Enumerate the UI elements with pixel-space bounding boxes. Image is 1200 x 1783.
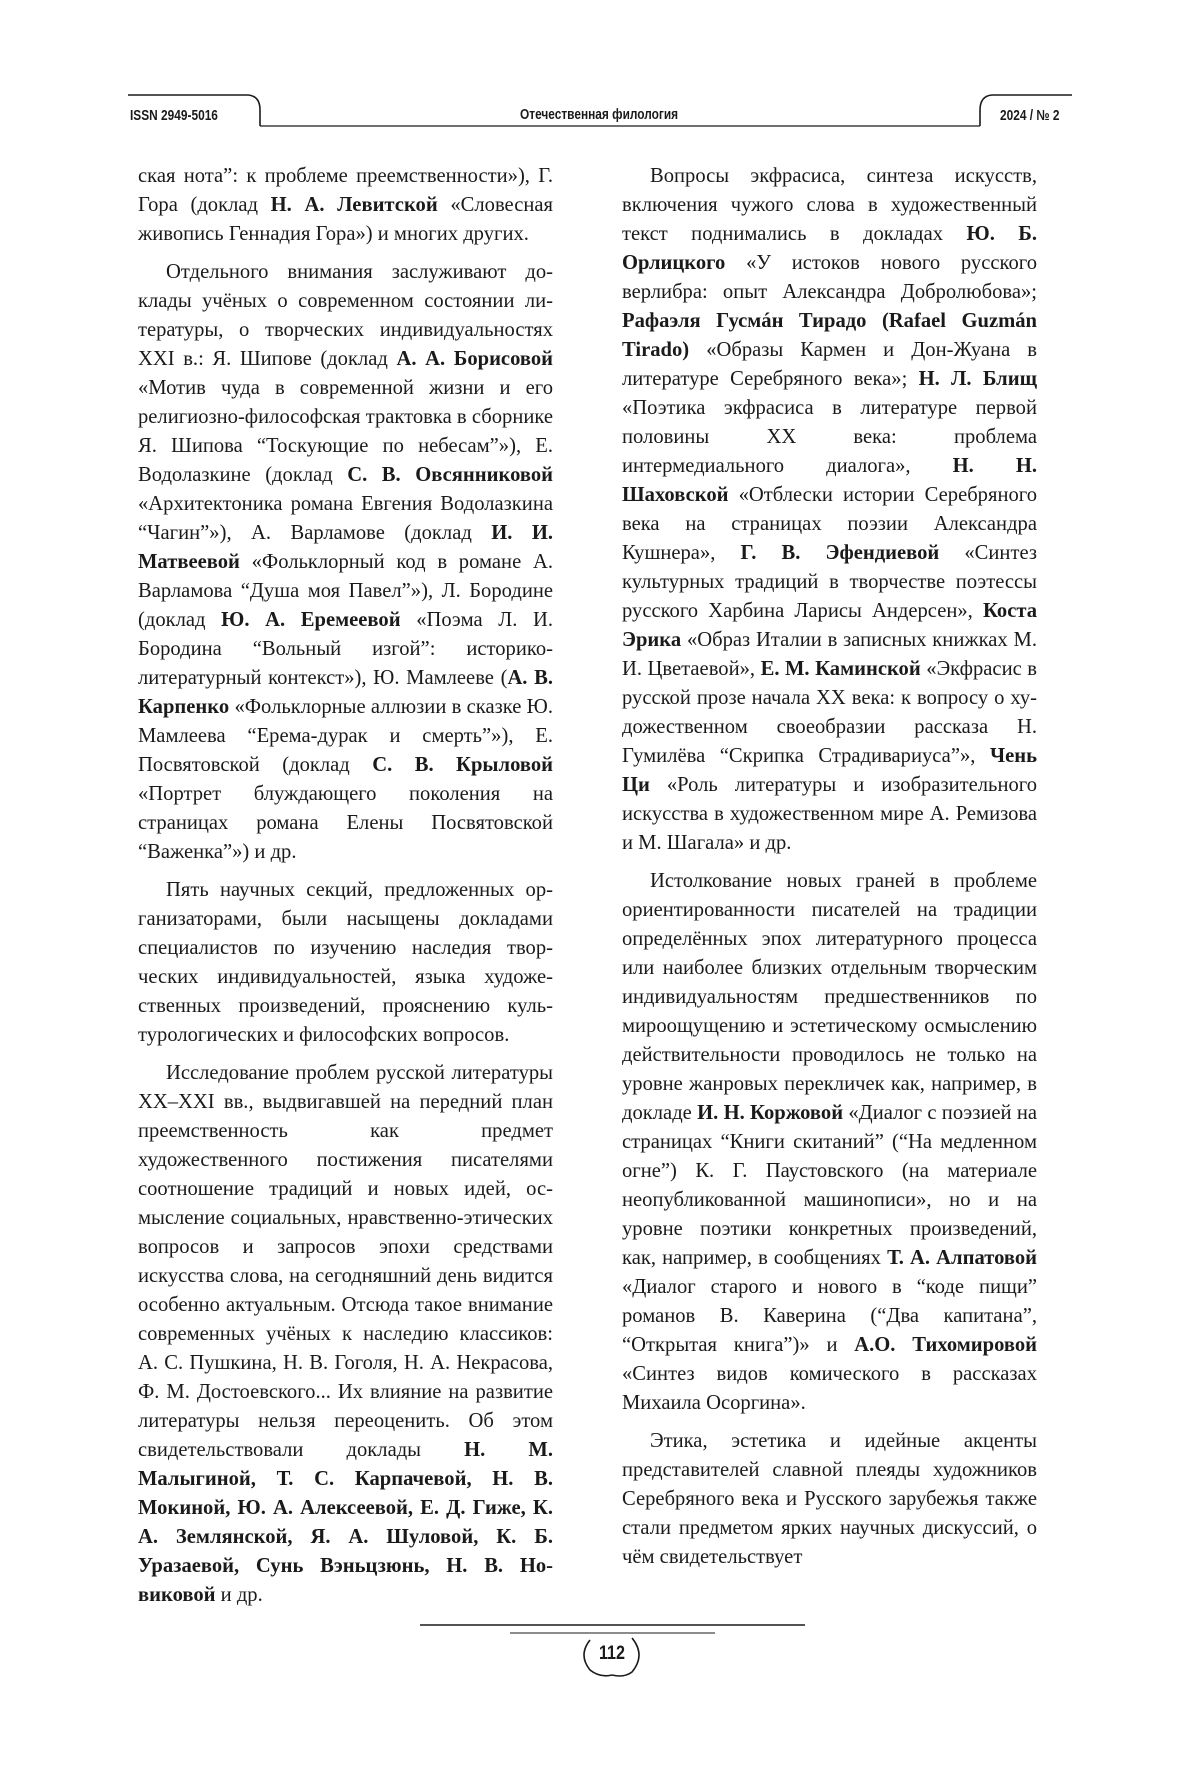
text-run: «Портрет блуждающего поколения на страницах романа Елены Посвятовской “Важенка”») и др.: [138, 783, 553, 863]
text-run: «Образ Италии в записных книжках М. И. Цветаевой»,: [622, 629, 1037, 680]
paragraph: [138, 162, 553, 249]
page-header: [0, 0, 1200, 140]
text-run: Истолкование новых граней в проблеме ориентированности писателей на традиции определённых эпох литературного процесса или наиболее близких отдельным творческим индивидуальностям предшественников по мироощущению и эстетическому осмыслению действительности проводилось не только на уровне жанровых перекличек как, например, в докладе: [622, 870, 1037, 1124]
author-name: С. В. Овсянниковой: [347, 464, 554, 486]
text-run: ская нота”: к проблеме преемственности»), Г. Гора (доклад: [138, 165, 553, 216]
journal-title: Отечественная филология: [520, 107, 679, 123]
text-run: Пять научных секций, предложенных организаторами, были насыщены докладами специалистов по изучению наследия творческих индивидуальностей, языка художественных произведений, прояснению культурологических и философских вопросов.: [138, 879, 553, 1046]
text-run: «Словесная живопись Геннадия Гора») и многих других.: [138, 194, 553, 245]
paragraph: [138, 258, 553, 867]
author-name: Чень Ци: [622, 745, 1037, 796]
paragraph: [622, 867, 1037, 1418]
text-run: «Диалог с поэзией на страницах “Книги скитаний” (“На медленном огне”) К. Г. Паустовского (на материале неопубликованной машинописи», но и на уровне поэтики конкретных произведений, как, например, в сообщениях: [622, 1102, 1037, 1269]
author-name: Е. М. Каминской: [760, 658, 921, 680]
text-run: «Отблески истории Серебряного века на страницах поэзии Александра Кушнера»,: [622, 484, 1037, 564]
paragraph: [622, 162, 1037, 858]
right-column: [622, 162, 1037, 1572]
text-run: «Архитектоника романа Евгения Водолазкина “Чагин”»), А. Варламове (доклад: [138, 493, 553, 544]
author-name: Н. М. Малыгиной, Т. С. Карпачевой, Н. В. Мокиной, Ю. А. Алексеевой, Е. Д. Гиже, К. А. Землянской, Я. А. Шуловой, К. Б. Уразаевой, Сунь Вэньцзюнь, Н. В. Новиковой: [138, 1439, 554, 1606]
author-name: Н. А. Левитской: [270, 194, 438, 216]
text-run: Вопросы экфрасиса, синтеза искусств, включения чужого слова в художественный текст поднимались в доклaдах: [622, 165, 1037, 245]
author-name: А.О. Тихомировой: [854, 1334, 1037, 1356]
issue-label: 2024 / № 2: [1000, 108, 1060, 124]
paragraph: [138, 876, 553, 1050]
author-name: Г. В. Эфендиевой: [740, 542, 940, 564]
left-column: [138, 162, 553, 1610]
author-name: И. Н. Коржовой: [697, 1102, 844, 1124]
text-run: «Поэтика экфрасиса в литературе первой половины XX века: проблема интермедиального диалога»,: [622, 397, 1037, 477]
author-name: Н. Л. Блищ: [918, 368, 1037, 390]
text-run: Этика, эстетика и идейные акценты представителей славной плеяды художников Серебряного века и Русского зарубежья также стали предметом ярких научных дискуссий, о чём свидетельствует: [622, 1430, 1037, 1568]
text-run: «Поэма Л. И. Бородина “Вольный изгой”: историко-литературный контекст»), Ю. Мамлееве (: [138, 609, 554, 689]
author-name: Рафаэля Гусмáн Тирадо (Rafael Guzmán Tirado): [622, 310, 1037, 361]
text-run: «Фольклорный код в романе А. Варламова “Душа моя Павел”»), Л. Бородине (доклад: [138, 551, 553, 631]
author-name: С. В. Крыловой: [372, 754, 553, 776]
author-name: Н. Н. Шаховской: [622, 455, 1037, 506]
text-run: «У истоков нового русского верлибра: опыт Александра Добролюбова»;: [622, 252, 1037, 303]
text-run: «Диалог старого и нового в “коде пищи” романов В. Каверина (“Два капитана”, “Открытая книга”)» и: [622, 1276, 1037, 1356]
text-run: «Фольклорные аллюзии в сказке Ю. Мамлеева “Ерема-дурак и смерть”»), Е. Посвятовской (доклад: [138, 696, 553, 776]
text-run: Исследование проблем русской литературы XX–XXI вв., выдвигавшей на передний план преемственность как предмет художественного постижения писателями соотношение традиций и новых идей, осмысление социальных, нравственно-этических вопросов и запросов эпохи средствами искусства слова, на сегодняшний день видится особенно актуальным. Отсюда такое внимание современных учёных к наследию классиков: А. С. Пушкина, Н. В. Гоголя, Н. А. Некрасова, Ф. М. Достоевского... Их влияние на развитие литературы нельзя переоценить. Об этом свидетельствовали доклады: [138, 1062, 553, 1461]
page-footer: [0, 1620, 1200, 1700]
text-run: «Экфрасис в русской прозе начала XX века: к вопросу о художественном своеобразии рассказа Н. Гумилёва “Скрипка Страдивариуса”»,: [622, 658, 1037, 767]
author-name: А. В. Карпенко: [138, 667, 553, 718]
text-run: «Синтез видов комического в рассказах Михаила Осоргина».: [622, 1363, 1037, 1414]
page-number: 112: [598, 1643, 626, 1664]
text-run: «Роль литературы и изобразительного искусства в художественном мире А. Ремизова и М. Шагала» и др.: [622, 774, 1037, 854]
author-name: И. И. Матвеевой: [138, 522, 554, 573]
paragraph: [622, 1427, 1037, 1572]
paragraph: [138, 1059, 553, 1610]
author-name: Т. А. Алпатовой: [887, 1247, 1037, 1269]
issn-label: ISSN 2949-5016: [130, 108, 218, 124]
author-name: Ю. А. Еремеевой: [221, 609, 401, 631]
author-name: А. А. Борисовой: [396, 348, 554, 370]
text-run: «Синтез культурных традиций в творчестве поэтессы русского Харбина Ларисы Андерсен»,: [622, 542, 1037, 622]
text-run: «Мотив чуда в современной жизни и его религиозно-философская трактовка в сборнике Я. Шипова “Тоскующие по небесам”»), Е. Водолазкине (доклад: [138, 377, 553, 486]
text-run: и др.: [215, 1584, 263, 1606]
text-run: Отдельного внимания заслуживают доклады учёных о современном состоянии литературы, о творческих индивидуальностях XXI в.: Я. Шипове (доклад: [138, 261, 553, 370]
text-run: «Образы Кармен и Дон-Жуана в литературе Серебряного века»;: [622, 339, 1037, 390]
author-name: Ю. Б. Орлицкого: [622, 223, 1037, 274]
author-name: Коста Эрика: [622, 600, 1037, 651]
